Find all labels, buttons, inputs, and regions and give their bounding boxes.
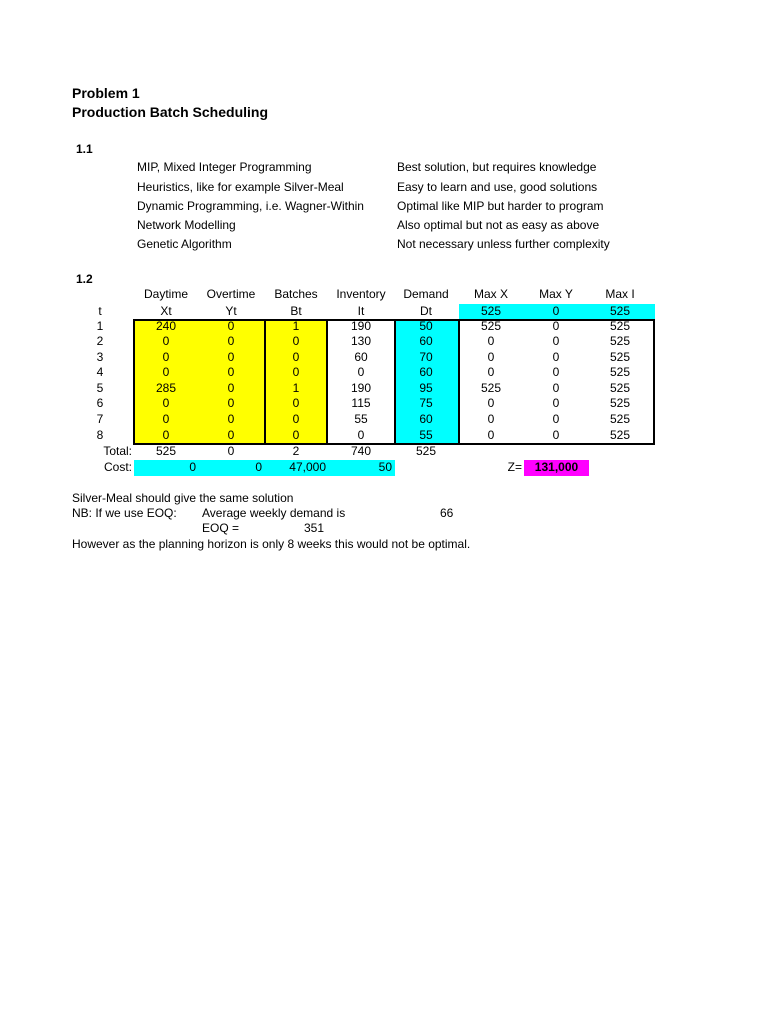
method-comment: Easy to learn and use, good solutions [397,180,598,194]
column-header: Inventory [336,287,386,301]
table-cell: 0 [487,412,495,426]
table-cell: 0 [292,412,300,426]
table-cell: 0 [487,334,495,348]
note-eoq-value: 351 [304,521,325,535]
divider-max [458,319,460,445]
method-comment: Not necessary unless further complexity [397,237,610,251]
table-cell: 55 [354,412,368,426]
column-header: Batches [274,287,318,301]
column-subheader: 525 [480,304,502,318]
table-cell: 240 [155,319,177,333]
table-cell: 0 [292,334,300,348]
table-cell: 0 [292,350,300,364]
note-avg-value: 66 [440,506,454,520]
method-name: Genetic Algorithm [137,237,232,251]
z-value: 131,000 [534,460,579,474]
column-subheader: Xt [160,304,172,318]
table-cell: 190 [350,319,372,333]
table-cell: 0 [227,334,235,348]
total-value: 2 [292,444,300,458]
table-cell: 0 [487,396,495,410]
column-header: Demand [403,287,449,301]
table-cell: 60 [419,334,433,348]
table-cell: 0 [552,350,560,364]
method-name: Dynamic Programming, i.e. Wagner-Within [137,199,364,213]
method-comment: Best solution, but requires knowledge [397,160,597,174]
table-cell: 70 [419,350,433,364]
problem-title: Problem 1 [72,85,140,101]
table-cell: 0 [227,350,235,364]
column-subheader: Yt [225,304,237,318]
table-cell: 75 [419,396,433,410]
table-cell: 0 [487,428,495,442]
column-subheader: It [357,304,365,318]
table-cell: 60 [419,412,433,426]
note-eoq-label: EOQ = [202,521,240,535]
column-subheader: Bt [290,304,302,318]
table-cell: 6 [96,396,104,410]
table-cell: 525 [480,381,502,395]
problem-subtitle: Production Batch Scheduling [72,104,269,120]
total-value: 525 [415,444,437,458]
table-cell: 0 [227,319,235,333]
total-label: Total: [103,444,132,458]
table-cell: 4 [96,365,104,379]
column-header: Overtime [206,287,256,301]
table-cell: 3 [96,350,104,364]
table-cell: 55 [419,428,433,442]
cost-value: 0 [189,460,196,474]
column-subheader: Dt [420,304,432,318]
table-cell: 0 [227,396,235,410]
table-cell: 0 [552,319,560,333]
total-value: 0 [227,444,235,458]
table-cell: 1 [292,381,300,395]
table-cell: 0 [552,396,560,410]
table-cell: 525 [609,381,631,395]
column-subheader: t [98,304,102,318]
table-cell: 525 [609,412,631,426]
note-horizon: However as the planning horizon is only 8 weeks this would not be optimal. [72,537,471,551]
table-cell: 60 [354,350,368,364]
table-cell: 0 [162,428,170,442]
table-cell: 190 [350,381,372,395]
table-cell: 2 [96,334,104,348]
column-subheader: 525 [609,304,631,318]
table-cell: 1 [96,319,104,333]
section-1-2-label: 1.2 [76,272,93,286]
table-cell: 0 [162,396,170,410]
table-cell: 50 [419,319,433,333]
table-cell: 525 [480,319,502,333]
table-cell: 0 [162,334,170,348]
table-cell: 525 [609,396,631,410]
column-header: Max I [605,287,635,301]
z-label: Z= [507,460,522,474]
method-name: Heuristics, like for example Silver-Meal [137,180,344,194]
divider-inventory [326,319,328,445]
table-cell: 0 [162,412,170,426]
table-cell: 0 [487,350,495,364]
cost-value: 47,000 [289,460,326,474]
table-cell: 130 [350,334,372,348]
table-cell: 525 [609,334,631,348]
total-value: 525 [155,444,177,458]
table-cell: 95 [419,381,433,395]
table-cell: 0 [292,428,300,442]
table-cell: 0 [552,412,560,426]
table-cell: 60 [419,365,433,379]
column-header: Max Y [539,287,573,301]
table-cell: 0 [552,334,560,348]
table-cell: 0 [552,365,560,379]
cost-label: Cost: [103,460,132,474]
table-cell: 525 [609,365,631,379]
table-cell: 0 [357,365,365,379]
table-cell: 0 [552,381,560,395]
method-name: MIP, Mixed Integer Programming [137,160,312,174]
table-cell: 0 [162,350,170,364]
method-name: Network Modelling [137,218,236,232]
note-avg-label: Average weekly demand is [202,506,346,520]
table-cell: 5 [96,381,104,395]
column-subheader: 0 [552,304,560,318]
method-comment: Optimal like MIP but harder to program [397,199,604,213]
table-cell: 0 [292,396,300,410]
column-header: Daytime [143,287,188,301]
total-value: 740 [350,444,372,458]
table-cell: 115 [351,396,371,410]
note-eoq-intro: NB: If we use EOQ: [72,506,177,520]
table-cell: 0 [227,412,235,426]
table-cell: 525 [609,428,631,442]
table-cell: 0 [227,428,235,442]
table-cell: 525 [609,350,631,364]
table-cell: 1 [292,319,300,333]
table-cell: 0 [552,428,560,442]
table-cell: 0 [227,365,235,379]
cost-value: 50 [378,460,392,474]
method-comment: Also optimal but not as easy as above [397,218,600,232]
table-cell: 285 [155,381,177,395]
cost-value: 0 [255,460,262,474]
table-cell: 7 [96,412,104,426]
table-cell: 0 [487,365,495,379]
table-cell: 0 [227,381,235,395]
table-cell: 8 [96,428,104,442]
table-cell: 0 [162,365,170,379]
column-header: Max X [473,287,508,301]
table-cell: 0 [292,365,300,379]
section-1-1-label: 1.1 [76,142,93,156]
note-silver-meal: Silver-Meal should give the same solution [72,491,294,505]
table-cell: 525 [609,319,631,333]
table-cell: 0 [357,428,365,442]
